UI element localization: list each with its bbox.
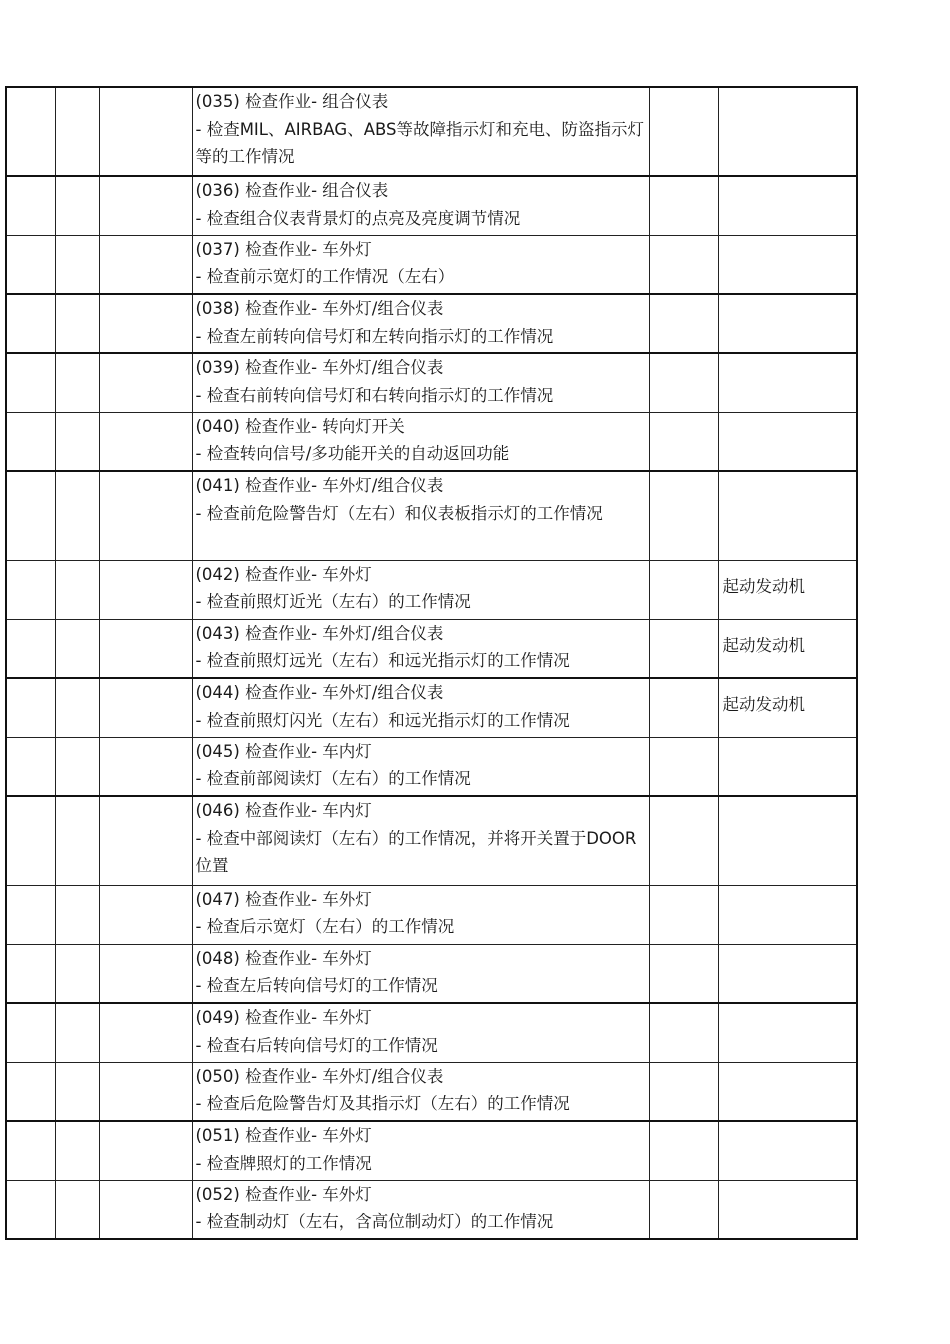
item-title: (047) 检查作业- 车外灯 <box>195 889 372 909</box>
item-cell <box>192 235 649 294</box>
item-title: (043) 检查作业- 车外灯/组合仪表 <box>195 623 444 643</box>
table-row <box>6 737 857 796</box>
item-title: (050) 检查作业- 车外灯/组合仪表 <box>195 1066 444 1086</box>
blank-cell <box>55 353 99 412</box>
note-cell <box>718 235 857 294</box>
blank-cell <box>6 235 55 294</box>
item-title: (045) 检查作业- 车内灯 <box>195 741 372 761</box>
blank-cell <box>6 471 55 560</box>
blank-cell <box>55 412 99 471</box>
blank-cell <box>55 619 99 678</box>
item-cell <box>192 1062 649 1121</box>
item-title: (048) 检查作业- 车外灯 <box>195 948 372 968</box>
item-description: - 检查前示宽灯的工作情况（左右） <box>195 267 455 286</box>
table-row <box>6 353 857 412</box>
blank-cell <box>6 944 55 1003</box>
item-description: - 检查左后转向信号灯的工作情况 <box>195 976 438 995</box>
table-row <box>6 471 857 560</box>
item-description: - 检查制动灯（左右，含高位制动灯）的工作情况 <box>195 1212 554 1231</box>
blank-cell <box>649 737 718 796</box>
blank-cell <box>649 1003 718 1062</box>
item-description: - 检查MIL、AIRBAG、ABS等故障指示灯和充电、防盗指示灯等的工作情况 <box>195 119 645 166</box>
item-cell <box>192 619 649 678</box>
item-title: (042) 检查作业- 车外灯 <box>195 564 372 584</box>
blank-cell <box>99 619 192 678</box>
item-description: - 检查左前转向信号灯和左转向指示灯的工作情况 <box>195 326 554 346</box>
item-description: - 检查前危险警告灯（左右）和仪表板指示灯的工作情况 <box>195 503 603 523</box>
blank-cell <box>649 619 718 678</box>
table-row <box>6 796 857 885</box>
blank-cell <box>6 885 55 944</box>
blank-cell <box>99 412 192 471</box>
blank-cell <box>649 412 718 471</box>
blank-cell <box>649 235 718 294</box>
table-row <box>6 678 857 737</box>
table-row <box>6 619 857 678</box>
blank-cell <box>55 471 99 560</box>
blank-cell <box>649 1062 718 1121</box>
note-cell <box>718 560 857 619</box>
table-row <box>6 412 857 471</box>
blank-cell <box>649 796 718 885</box>
blank-cell <box>6 294 55 353</box>
note-cell <box>718 353 857 412</box>
blank-cell <box>99 1003 192 1062</box>
note-cell <box>718 1180 857 1239</box>
note-cell <box>718 176 857 235</box>
blank-cell <box>55 1121 99 1180</box>
item-description: - 检查后危险警告灯及其指示灯（左右）的工作情况 <box>195 1094 570 1113</box>
item-description: - 检查前照灯远光（左右）和远光指示灯的工作情况 <box>195 651 570 670</box>
blank-cell <box>55 294 99 353</box>
blank-cell <box>649 885 718 944</box>
blank-cell <box>99 678 192 737</box>
table-row <box>6 1003 857 1062</box>
blank-cell <box>6 412 55 471</box>
blank-cell <box>55 944 99 1003</box>
table-row <box>6 560 857 619</box>
item-description: - 检查中部阅读灯（左右）的工作情况，并将开关置于DOOR位置 <box>195 828 637 875</box>
item-cell <box>192 560 649 619</box>
blank-cell <box>99 1062 192 1121</box>
blank-cell <box>99 294 192 353</box>
blank-cell <box>6 560 55 619</box>
item-cell <box>192 944 649 1003</box>
blank-cell <box>6 1062 55 1121</box>
item-description: - 检查右前转向信号灯和右转向指示灯的工作情况 <box>195 385 554 405</box>
item-cell <box>192 678 649 737</box>
blank-cell <box>99 471 192 560</box>
blank-cell <box>649 471 718 560</box>
item-description: - 检查转向信号/多功能开关的自动返回功能 <box>195 444 510 463</box>
item-cell <box>192 737 649 796</box>
blank-cell <box>55 560 99 619</box>
blank-cell <box>55 796 99 885</box>
note-text: 起动发动机 <box>722 635 805 655</box>
item-description: - 检查前部阅读灯（左右）的工作情况 <box>195 769 471 788</box>
table-row <box>6 1180 857 1239</box>
item-title: (039) 检查作业- 车外灯/组合仪表 <box>195 358 444 377</box>
note-cell <box>718 885 857 944</box>
item-cell <box>192 796 649 885</box>
blank-cell <box>649 560 718 619</box>
item-title: (041) 检查作业- 车外灯/组合仪表 <box>195 476 444 495</box>
note-cell <box>718 294 857 353</box>
item-cell <box>192 353 649 412</box>
item-title: (044) 检查作业- 车外灯/组合仪表 <box>195 683 444 702</box>
item-title: (040) 检查作业- 转向灯开关 <box>195 416 405 436</box>
blank-cell <box>6 737 55 796</box>
blank-cell <box>649 353 718 412</box>
table-row <box>6 294 857 353</box>
blank-cell <box>6 87 55 176</box>
item-title: (038) 检查作业- 车外灯/组合仪表 <box>195 299 444 318</box>
blank-cell <box>99 1121 192 1180</box>
blank-cell <box>99 176 192 235</box>
blank-cell <box>6 619 55 678</box>
note-cell <box>718 471 857 560</box>
item-cell <box>192 176 649 235</box>
item-description: - 检查右后转向信号灯的工作情况 <box>195 1035 438 1055</box>
item-title: (049) 检查作业- 车外灯 <box>195 1008 372 1027</box>
item-title: (035) 检查作业- 组合仪表 <box>195 92 389 111</box>
blank-cell <box>55 737 99 796</box>
item-cell <box>192 1121 649 1180</box>
blank-cell <box>55 885 99 944</box>
blank-cell <box>99 737 192 796</box>
blank-cell <box>55 1180 99 1239</box>
item-cell <box>192 87 649 176</box>
item-cell <box>192 412 649 471</box>
item-cell <box>192 1180 649 1239</box>
note-cell <box>718 412 857 471</box>
blank-cell <box>55 87 99 176</box>
note-cell <box>718 944 857 1003</box>
note-cell <box>718 1062 857 1121</box>
item-description: - 检查牌照灯的工作情况 <box>195 1153 372 1173</box>
table-row <box>6 235 857 294</box>
blank-cell <box>649 176 718 235</box>
blank-cell <box>649 87 718 176</box>
item-cell <box>192 885 649 944</box>
item-cell <box>192 1003 649 1062</box>
table-row <box>6 176 857 235</box>
blank-cell <box>55 1003 99 1062</box>
note-text: 起动发动机 <box>722 695 805 714</box>
table-row <box>6 87 857 176</box>
blank-cell <box>649 294 718 353</box>
blank-cell <box>649 1180 718 1239</box>
item-title: (046) 检查作业- 车内灯 <box>195 801 372 820</box>
blank-cell <box>99 796 192 885</box>
blank-cell <box>6 353 55 412</box>
note-cell <box>718 678 857 737</box>
blank-cell <box>55 176 99 235</box>
blank-cell <box>6 796 55 885</box>
item-description: - 检查后示宽灯（左右）的工作情况 <box>195 917 455 936</box>
note-cell <box>718 87 857 176</box>
inspection-table <box>5 86 858 1240</box>
note-cell <box>718 1121 857 1180</box>
note-cell <box>718 1003 857 1062</box>
item-cell <box>192 471 649 560</box>
item-description: - 检查组合仪表背景灯的点亮及亮度调节情况 <box>195 208 521 228</box>
blank-cell <box>649 678 718 737</box>
blank-cell <box>55 678 99 737</box>
blank-cell <box>99 944 192 1003</box>
blank-cell <box>649 944 718 1003</box>
note-cell <box>718 619 857 678</box>
note-cell <box>718 737 857 796</box>
blank-cell <box>99 1180 192 1239</box>
note-cell <box>718 796 857 885</box>
table-row <box>6 1121 857 1180</box>
blank-cell <box>99 235 192 294</box>
blank-cell <box>99 87 192 176</box>
table-row <box>6 1062 857 1121</box>
item-description: - 检查前照灯近光（左右）的工作情况 <box>195 592 471 611</box>
item-cell <box>192 294 649 353</box>
blank-cell <box>649 1121 718 1180</box>
blank-cell <box>6 1121 55 1180</box>
item-title: (052) 检查作业- 车外灯 <box>195 1184 372 1204</box>
blank-cell <box>99 560 192 619</box>
blank-cell <box>6 1003 55 1062</box>
blank-cell <box>55 1062 99 1121</box>
blank-cell <box>6 176 55 235</box>
item-title: (036) 检查作业- 组合仪表 <box>195 181 389 200</box>
item-title: (037) 检查作业- 车外灯 <box>195 239 372 259</box>
blank-cell <box>6 1180 55 1239</box>
item-title: (051) 检查作业- 车外灯 <box>195 1126 372 1145</box>
blank-cell <box>99 885 192 944</box>
blank-cell <box>6 678 55 737</box>
blank-cell <box>55 235 99 294</box>
blank-cell <box>99 353 192 412</box>
note-text: 起动发动机 <box>722 576 805 596</box>
item-description: - 检查前照灯闪光（左右）和远光指示灯的工作情况 <box>195 710 570 730</box>
table-row <box>6 944 857 1003</box>
table-row <box>6 885 857 944</box>
